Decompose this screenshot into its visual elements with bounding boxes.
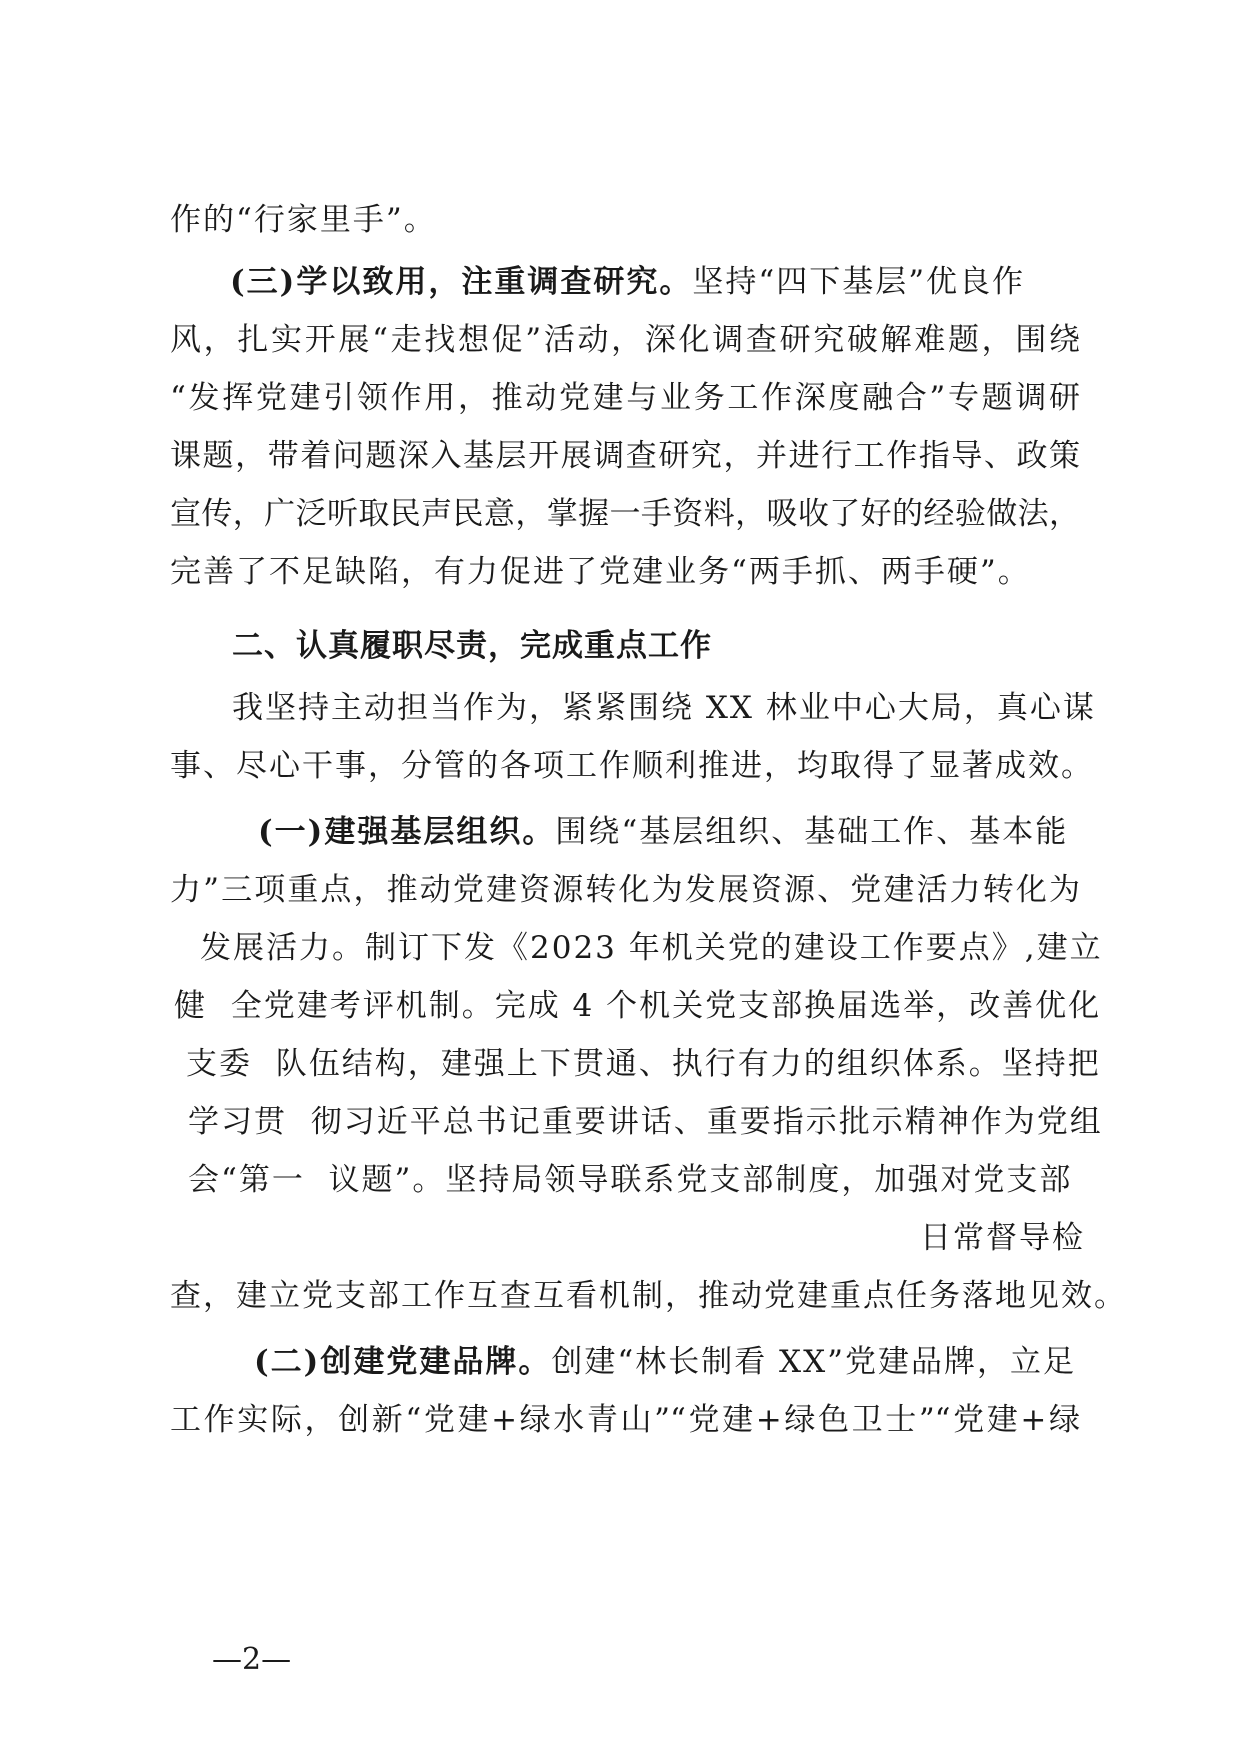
body-text-line: 事、尽心干事，分管的各项工作顺利推进，均取得了显著成效。 (170, 748, 1094, 784)
body-text: 创建“林长制看 XX”党建品牌，立足 (551, 1344, 1077, 1380)
body-text-line: 作的“行家里手”。 (170, 202, 437, 238)
body-text-line: 课题，带着问题深入基层开展调查研究，并进行工作指导、政策 (170, 438, 1080, 474)
body-text-line: 风，扎实开展“走找想促”活动，深化调查研究破解难题，围绕 (170, 322, 1080, 358)
body-text-line: 支委 队伍结构，建强上下贯通、执行有力的组织体系。坚持把 (186, 1046, 1101, 1082)
body-text-line: 学习贯 彻习近平总书记重要讲话、重要指示批示精神作为党组 (188, 1104, 1103, 1140)
body-text-line: 发展活力。制订下发《2023 年机关党的建设工作要点》,建立 (200, 930, 1103, 966)
subsection-heading: (二)创建党建品牌。 (254, 1344, 552, 1380)
subsection-heading: (三)学以致用，注重调查研究。 (230, 264, 693, 300)
section-heading: 二、认真履职尽责，完成重点工作 (232, 628, 712, 664)
body-text: 坚持“四下基层”优良作 (692, 264, 1026, 300)
body-text-line: 工作实际，创新“党建+绿水青山”“党建+绿色卫士”“党建+绿 (170, 1402, 1080, 1438)
subsection-heading: (一)建强基层组织。 (258, 814, 556, 850)
body-text: 围绕“基层组织、基础工作、基本能 (555, 814, 1069, 850)
body-text-line: 宣传，广泛听取民声民意，掌握一手资料，吸收了好的经验做法， (170, 496, 1080, 532)
page-number: —2— (212, 1642, 292, 1677)
section-paragraph-line (258, 812, 1068, 852)
body-text-line: “发挥党建引领作用，推动党建与业务工作深度融合”专题调研 (170, 380, 1080, 416)
body-text-line: 会“第一 议题”。坚持局领导联系党支部制度，加强对党支部 (188, 1162, 1073, 1198)
body-text-line: 完善了不足缺陷，有力促进了党建业务“两手抓、两手硬”。 (170, 554, 1031, 590)
section-paragraph-line (254, 1342, 1076, 1382)
body-text-line: 日常督导检 (920, 1220, 1085, 1256)
body-text-line: 我坚持主动担当作为，紧紧围绕 XX 林业中心大局，真心谋 (232, 690, 1096, 726)
body-text-line: 力”三项重点，推动党建资源转化为发展资源、党建活力转化为 (170, 872, 1080, 908)
section-paragraph-line (230, 262, 1025, 302)
body-text-line: 健 全党建考评机制。完成 4 个机关党支部换届选举，改善优化 (174, 988, 1102, 1024)
body-text-line: 查，建立党支部工作互查互看机制，推动党建重点任务落地见效。 (170, 1278, 1127, 1314)
